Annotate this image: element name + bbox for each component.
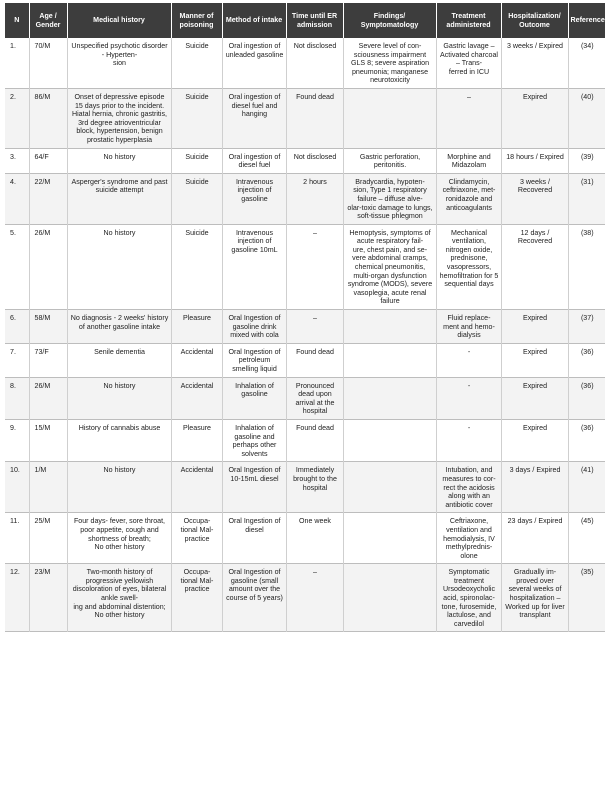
- cell-manner-of-poisoning: Accidental: [171, 377, 222, 419]
- cell-case-number: 8.: [5, 377, 29, 419]
- cell-treatment: -: [436, 419, 501, 461]
- cell-reference: (34): [568, 38, 605, 88]
- cell-case-number: 6.: [5, 310, 29, 344]
- cell-treatment: -: [436, 343, 501, 377]
- cell-medical-history: Unspecified psychotic disorder - Hyperten- sion: [67, 38, 171, 88]
- cell-method-of-intake: Oral Ingestion of 10-15mL diesel: [222, 462, 286, 513]
- cell-age-gender: 73/F: [29, 343, 67, 377]
- cell-treatment: Gastric lavage – Activated charcoal – Trans- ferred in ICU: [436, 38, 501, 88]
- cell-manner-of-poisoning: Suicide: [171, 88, 222, 148]
- cell-age-gender: 23/M: [29, 564, 67, 632]
- cell-case-number: 12.: [5, 564, 29, 632]
- table-header: [5, 3, 605, 38]
- cell-method-of-intake: Oral Ingestion of diesel: [222, 513, 286, 564]
- table-row: [5, 310, 605, 344]
- cell-treatment: Mechanical ventilation, nitrogen oxide, prednisone, vasopressors, hemofiltration for 5 sequential days: [436, 224, 501, 309]
- cell-manner-of-poisoning: Pleasure: [171, 310, 222, 344]
- cell-time-until-er: –: [286, 564, 343, 632]
- table-row: [5, 377, 605, 419]
- cell-case-number: 3.: [5, 148, 29, 173]
- cell-age-gender: 25/M: [29, 513, 67, 564]
- cell-medical-history: History of cannabis abuse: [67, 419, 171, 461]
- cell-findings: Hemoptysis, symptoms of acute respiratory fail- ure, chest pain, and se- vere abdominal cramps, chemical pneumonitis, multi-organ dysfunction syndrome (MODS), severe vasoplegia, acute renal failure: [343, 224, 436, 309]
- cell-case-number: 7.: [5, 343, 29, 377]
- cell-findings: Severe level of con- sciousness impairment GLS 8; severe aspiration pneumonia; manganese neurotoxicity: [343, 38, 436, 88]
- cell-age-gender: 58/M: [29, 310, 67, 344]
- cell-treatment: Clindamycin, ceftriaxone, met- ronidazole and anticoagulants: [436, 173, 501, 224]
- cell-outcome: 3 days / Expired: [501, 462, 568, 513]
- cell-reference: (36): [568, 377, 605, 419]
- cell-findings: Bradycardia, hypoten- sion, Type 1 respiratory failure – diffuse alve- olar-toxic damage to lungs, soft-tissue phlegmon: [343, 173, 436, 224]
- table-row: [5, 564, 605, 632]
- cell-medical-history: No history: [67, 462, 171, 513]
- cell-case-number: 1.: [5, 38, 29, 88]
- header-medical-history: Medical history: [67, 3, 171, 38]
- cell-outcome: Expired: [501, 343, 568, 377]
- cell-outcome: 3 weeks / Recovered: [501, 173, 568, 224]
- cell-outcome: 18 hours / Expired: [501, 148, 568, 173]
- cell-time-until-er: Immediately brought to the hospital: [286, 462, 343, 513]
- cell-manner-of-poisoning: Accidental: [171, 462, 222, 513]
- table-row: [5, 173, 605, 224]
- table-row: [5, 343, 605, 377]
- cell-medical-history: Asperger's syndrome and past suicide attempt: [67, 173, 171, 224]
- cell-time-until-er: –: [286, 224, 343, 309]
- cell-method-of-intake: Oral ingestion of diesel fuel and hanging: [222, 88, 286, 148]
- cell-age-gender: 1/M: [29, 462, 67, 513]
- cell-reference: (39): [568, 148, 605, 173]
- cell-outcome: Gradually im- proved over several weeks of hospitalization – Worked up for liver transplant: [501, 564, 568, 632]
- cell-method-of-intake: Intravenous injection of gasoline 10mL: [222, 224, 286, 309]
- cell-reference: (36): [568, 419, 605, 461]
- header-treatment: Treatment administered: [436, 3, 501, 38]
- cell-manner-of-poisoning: Suicide: [171, 224, 222, 309]
- cell-case-number: 2.: [5, 88, 29, 148]
- cell-manner-of-poisoning: Accidental: [171, 343, 222, 377]
- cell-age-gender: 64/F: [29, 148, 67, 173]
- table-row: [5, 148, 605, 173]
- cell-medical-history: Senile dementia: [67, 343, 171, 377]
- header-row: [5, 3, 605, 38]
- cell-treatment: –: [436, 88, 501, 148]
- cell-age-gender: 26/M: [29, 224, 67, 309]
- cell-time-until-er: Not disclosed: [286, 38, 343, 88]
- table-row: [5, 462, 605, 513]
- cell-outcome: Expired: [501, 377, 568, 419]
- table-row: [5, 513, 605, 564]
- cell-manner-of-poisoning: Occupa- tional Mal- practice: [171, 564, 222, 632]
- cell-findings: [343, 462, 436, 513]
- cell-reference: (40): [568, 88, 605, 148]
- cell-manner-of-poisoning: Pleasure: [171, 419, 222, 461]
- cell-treatment: Fluid replace- ment and hemo- dialysis: [436, 310, 501, 344]
- cell-reference: (37): [568, 310, 605, 344]
- cell-findings: [343, 88, 436, 148]
- table-row: [5, 224, 605, 309]
- cell-age-gender: 70/M: [29, 38, 67, 88]
- cell-time-until-er: –: [286, 310, 343, 344]
- cell-outcome: Expired: [501, 419, 568, 461]
- table-body: [5, 38, 605, 632]
- cell-manner-of-poisoning: Suicide: [171, 173, 222, 224]
- cell-age-gender: 86/M: [29, 88, 67, 148]
- cell-treatment: Symptomatic treatment Ursodeoxycholic acid, spironolac- tone, furosemide, lactulose, and carvedilol: [436, 564, 501, 632]
- cell-outcome: 23 days / Expired: [501, 513, 568, 564]
- cell-medical-history: Two-month history of progressive yellowish discoloration of eyes, bilateral ankle swell- ing and abdominal distention; No other history: [67, 564, 171, 632]
- cell-time-until-er: One week: [286, 513, 343, 564]
- table-row: [5, 38, 605, 88]
- case-table: [5, 3, 605, 632]
- cell-time-until-er: Found dead: [286, 88, 343, 148]
- cell-medical-history: Four days- fever, sore throat, poor appetite, cough and shortness of breath; No other history: [67, 513, 171, 564]
- cell-method-of-intake: Oral Ingestion of petroleum smelling liquid: [222, 343, 286, 377]
- cell-method-of-intake: Inhalation of gasoline: [222, 377, 286, 419]
- cell-case-number: 9.: [5, 419, 29, 461]
- header-manner-of-poisoning: Manner of poisoning: [171, 3, 222, 38]
- cell-findings: [343, 419, 436, 461]
- cell-medical-history: Onset of depressive episode 15 days prior to the incident. Hiatal hernia, chronic gastritis, 3rd degree atrioventricular block, hypertension, benign prostatic hyperplasia: [67, 88, 171, 148]
- cell-medical-history: No history: [67, 377, 171, 419]
- table-row: [5, 419, 605, 461]
- cell-reference: (41): [568, 462, 605, 513]
- cell-outcome: 12 days / Recovered: [501, 224, 568, 309]
- cell-case-number: 10.: [5, 462, 29, 513]
- cell-findings: [343, 310, 436, 344]
- cell-outcome: Expired: [501, 310, 568, 344]
- cell-findings: [343, 343, 436, 377]
- header-n: N: [5, 3, 29, 38]
- table-row: [5, 88, 605, 148]
- cell-method-of-intake: Inhalation of gasoline and perhaps other solvents: [222, 419, 286, 461]
- header-findings: Findings/ Symptomatology: [343, 3, 436, 38]
- cell-case-number: 5.: [5, 224, 29, 309]
- cell-reference: (38): [568, 224, 605, 309]
- cell-treatment: Morphine and Midazolam: [436, 148, 501, 173]
- cell-method-of-intake: Oral Ingestion of gasoline (small amount over the course of 5 years): [222, 564, 286, 632]
- cell-treatment: Ceftriaxone, ventilation and hemodialysis, IV methylprednis- olone: [436, 513, 501, 564]
- cell-findings: [343, 513, 436, 564]
- cell-medical-history: No history: [67, 148, 171, 173]
- cell-outcome: Expired: [501, 88, 568, 148]
- cell-time-until-er: 2 hours: [286, 173, 343, 224]
- cell-manner-of-poisoning: Suicide: [171, 38, 222, 88]
- cell-time-until-er: Found dead: [286, 419, 343, 461]
- cell-treatment: -: [436, 377, 501, 419]
- cell-time-until-er: Not disclosed: [286, 148, 343, 173]
- cell-reference: (35): [568, 564, 605, 632]
- cell-reference: (36): [568, 343, 605, 377]
- cell-method-of-intake: Oral Ingestion of gasoline drink mixed with cola: [222, 310, 286, 344]
- cell-outcome: 3 weeks / Expired: [501, 38, 568, 88]
- cell-method-of-intake: Oral ingestion of unleaded gasoline: [222, 38, 286, 88]
- cell-case-number: 4.: [5, 173, 29, 224]
- cell-age-gender: 15/M: [29, 419, 67, 461]
- cell-manner-of-poisoning: Occupa- tional Mal- practice: [171, 513, 222, 564]
- cell-manner-of-poisoning: Suicide: [171, 148, 222, 173]
- cell-time-until-er: Found dead: [286, 343, 343, 377]
- cell-medical-history: No history: [67, 224, 171, 309]
- cell-treatment: Intubation, and measures to cor- rect the acidosis along with an antibiotic cover: [436, 462, 501, 513]
- header-reference: Reference: [568, 3, 605, 38]
- cell-age-gender: 22/M: [29, 173, 67, 224]
- cell-reference: (31): [568, 173, 605, 224]
- cell-method-of-intake: Oral ingestion of diesel fuel: [222, 148, 286, 173]
- header-outcome: Hospitalization/ Outcome: [501, 3, 568, 38]
- header-age-gender: Age / Gender: [29, 3, 67, 38]
- cell-case-number: 11.: [5, 513, 29, 564]
- cell-findings: [343, 377, 436, 419]
- cell-medical-history: No diagnosis - 2 weeks' history of another gasoline intake: [67, 310, 171, 344]
- header-time-until-er: Time until ER admission: [286, 3, 343, 38]
- cell-findings: Gastric perforation, peritonitis.: [343, 148, 436, 173]
- cell-reference: (45): [568, 513, 605, 564]
- cell-age-gender: 26/M: [29, 377, 67, 419]
- header-method-of-intake: Method of intake: [222, 3, 286, 38]
- cell-method-of-intake: Intravenous injection of gasoline: [222, 173, 286, 224]
- cell-findings: [343, 564, 436, 632]
- cell-time-until-er: Pronounced dead upon arrival at the hospital: [286, 377, 343, 419]
